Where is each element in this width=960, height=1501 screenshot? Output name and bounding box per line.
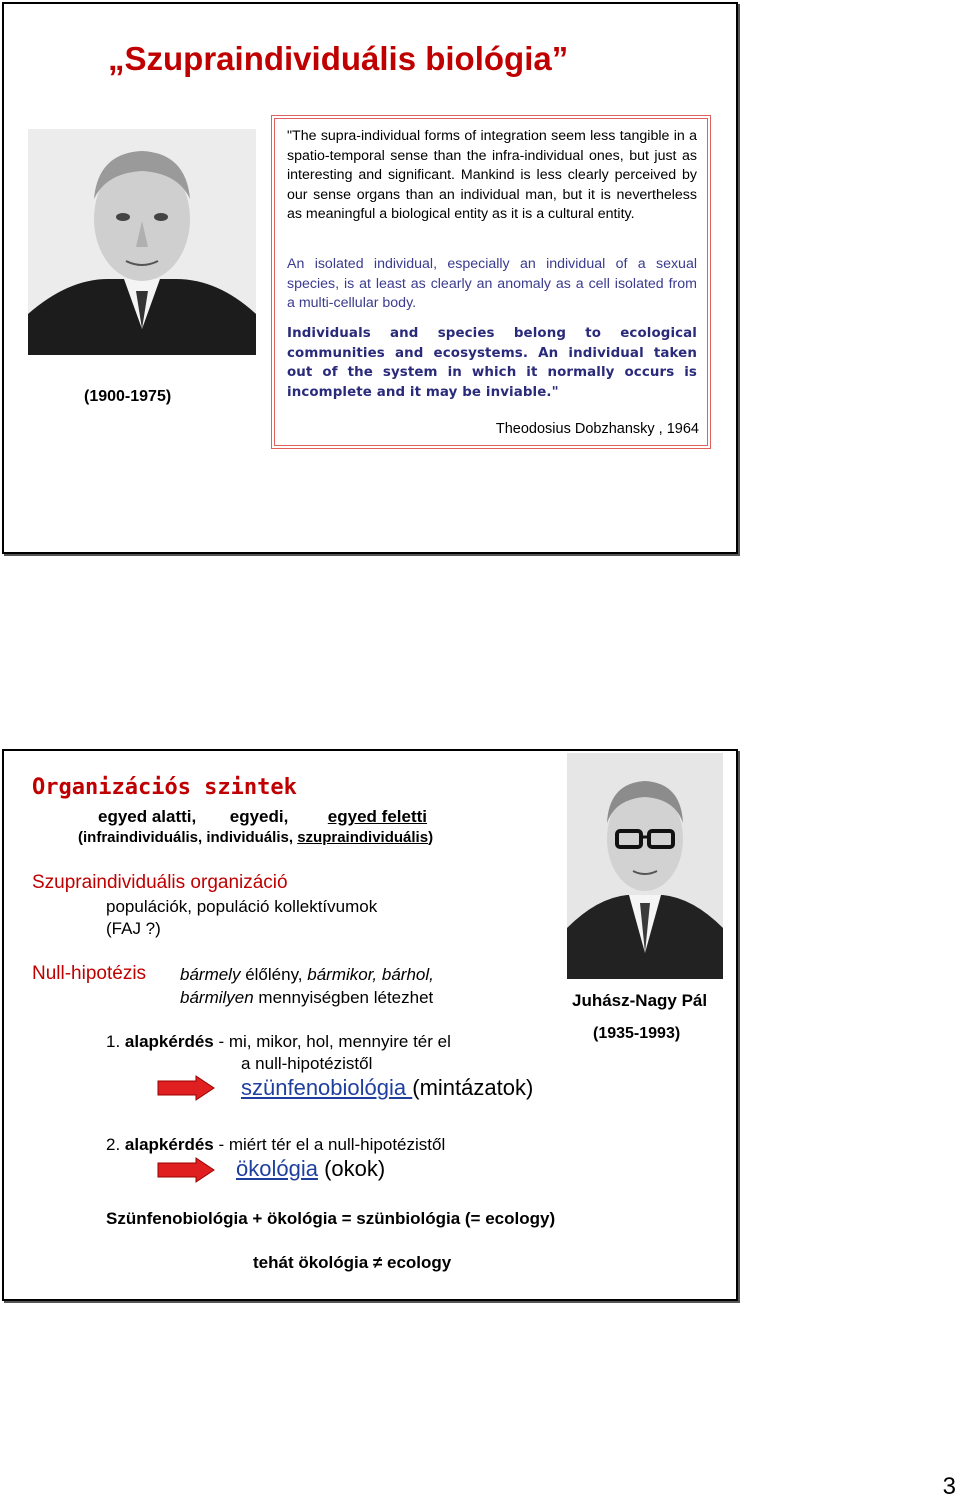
slide-title: Organizációs szintek bbox=[32, 775, 297, 800]
equation: Szünfenobiológia + ökológia = szünbiológia (= ecology) bbox=[106, 1209, 556, 1228]
quote-paragraph-1: "The supra-individual forms of integration seem less tangible in a spatio-temporal sense than the infra-individual ones, but just as interesting and significant. Mankind is less clearly perceived by our sense organs than an individual man, but it is nevertheless as meaningful a biological entity as it is a cultural entity. bbox=[287, 128, 697, 223]
levels-line-1 bbox=[98, 807, 427, 827]
null-line-1: bármely élőlény, bármikor, bárhol, bbox=[180, 965, 434, 984]
portrait-photo-icon bbox=[567, 753, 723, 979]
synphenobiology-line: szünfenobiológia (mintázatok) bbox=[241, 1075, 534, 1100]
page-number: 3 bbox=[942, 1473, 956, 1500]
portrait-years: (1935-1993) bbox=[593, 1025, 681, 1042]
slide-title: „Szupraindividuális biológia” bbox=[108, 40, 569, 77]
slide-2 bbox=[2, 749, 738, 1301]
quote-attribution: Theodosius Dobzhansky , 1964 bbox=[495, 421, 699, 437]
conclusion: tehát ökológia ≠ ecology bbox=[253, 1253, 452, 1272]
question-1-line-2: a null-hipotézistől bbox=[241, 1054, 373, 1073]
quote-paragraph-2: An isolated individual, especially an individual of a sexual species, is at least as clearly an anomaly as a cell isolated from a multi-cellular body. bbox=[287, 256, 697, 312]
quote-box bbox=[274, 118, 708, 446]
slide-1 bbox=[2, 2, 738, 554]
portrait-name: Juhász-Nagy Pál bbox=[572, 991, 708, 1010]
supra-line-2: (FAJ ?) bbox=[106, 919, 161, 938]
level-individual: egyedi, bbox=[229, 807, 289, 826]
quote-paragraph-3: Individuals and species belong to ecological communities and ecosystems. An individual taken out of the system in which it normally occurs is incomplete and it may be inviable." bbox=[287, 326, 697, 400]
null-heading: Null-hipotézis bbox=[32, 963, 147, 984]
portrait-photo-icon bbox=[28, 129, 256, 355]
right-arrow-icon bbox=[156, 1157, 216, 1183]
synphenobiology-link[interactable]: szünfenobiológia bbox=[241, 1075, 413, 1100]
question-1: 1. alapkérdés - mi, mikor, hol, mennyire tér el bbox=[106, 1032, 451, 1051]
null-line-2: bármilyen mennyiségben létezhet bbox=[180, 988, 434, 1007]
supra-heading: Szupraindividuális organizáció bbox=[32, 872, 288, 893]
ecology-link[interactable]: ökológia bbox=[236, 1156, 318, 1181]
level-supra: egyed feletti bbox=[327, 807, 427, 826]
level-infra: egyed alatti, bbox=[98, 807, 197, 826]
juhasz-nagy-portrait bbox=[567, 753, 723, 979]
dobzhansky-portrait bbox=[28, 129, 256, 355]
ecology-line: ökológia (okok) bbox=[236, 1156, 386, 1181]
right-arrow-icon bbox=[156, 1075, 216, 1101]
question-2: 2. alapkérdés - miért tér el a null-hipotézistől bbox=[106, 1135, 446, 1154]
portrait-years: (1900-1975) bbox=[84, 388, 172, 405]
levels-line-2: (infraindividuális, individuális, szupraindividuális) bbox=[78, 829, 434, 846]
supra-line-1: populációk, populáció kollektívumok bbox=[106, 897, 378, 916]
